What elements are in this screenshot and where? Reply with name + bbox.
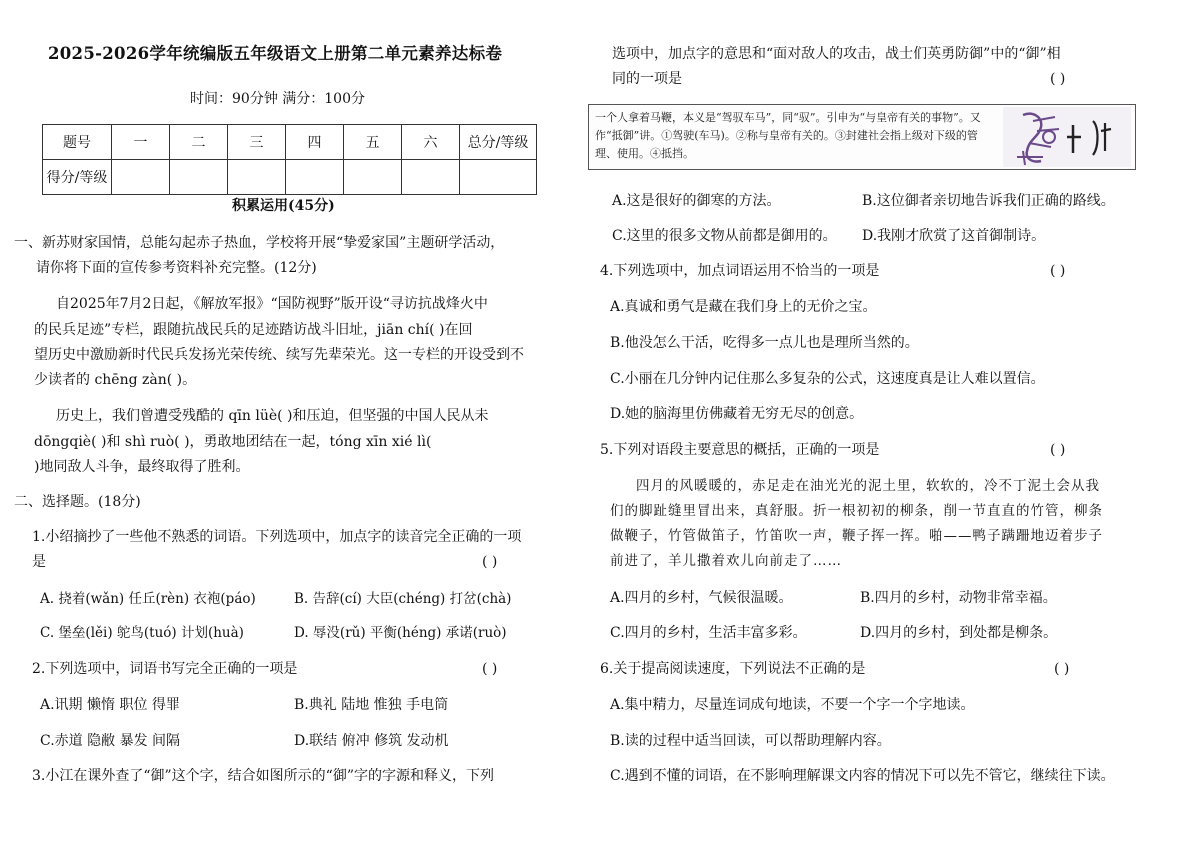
q2-s3-option-d[interactable]: D.我刚才欣赏了这首御制诗。 [862,228,1046,244]
q2-s4-option-d[interactable]: D.她的脑海里仿佛藏着无穷无尽的创意。 [610,406,864,422]
q2-s1-option-b[interactable]: B. 告辞(cí) 大臣(chéng) 打岔(chà) [294,591,512,607]
score-header-cell: 二 [170,125,228,160]
score-table [42,124,537,195]
q2-s5-title: 5.下列对语段主要意思的概括，正确的一项是 [600,442,880,458]
q2-s6-option-b[interactable]: B.读的过程中适当回读，可以帮助理解内容。 [610,733,891,749]
q2-s2-option-c[interactable]: C.赤道 隐敝 暴发 间隔 [40,733,181,749]
page-title: 2025-2026学年统编版五年级语文上册第二单元素养达标卷 [48,44,503,63]
q1-para1-line2: 的民兵足迹”专栏，跟随抗战民兵的足迹踏访战斗旧址，jiān chí( )在回 [34,322,473,338]
q2-s6-answer-paren[interactable]: ( ) [1054,661,1070,677]
q2-s1-answer-paren[interactable]: ( ) [482,554,498,570]
score-input-cell[interactable] [228,160,286,195]
score-header-cell: 五 [344,125,402,160]
q1-para2-line2: dōngqiè( )和 shì ruò( )，勇敢地团结在一起，tóng xīn xié lì( [34,434,432,450]
q2-s5-passage-line3: 做鞭子，竹管做笛子，竹笛吹一声，鞭子挥一挥。啪——鸭子蹒跚地迈着步子 [610,528,1103,544]
q1-para1-line3: 望历史中激励新时代民兵发扬光荣传统、续写先辈荣光。这一专栏的开设受到不 [34,347,524,363]
character-source-text: 一个人拿着马鞭，本义是“驾驭车马”，同“驭”。引申为“与皇帝有关的事物”。又作“抵御”讲。①驾驶(车马)。②称与皇帝有关的。③封建社会指上级对下级的管理、使用。④抵挡。 [595,111,981,160]
q2-s6-title: 6.关于提高阅读速度，下列说法不正确的是 [600,661,866,677]
q2-s4-answer-paren[interactable]: ( ) [1050,263,1066,279]
score-input-cell[interactable] [460,160,537,195]
score-input-cell[interactable] [112,160,170,195]
q2-s3-answer-paren[interactable]: ( ) [1050,71,1066,87]
q2-s1-option-c[interactable]: C. 堡垒(lěi) 鸵鸟(tuó) 计划(huà) [40,625,244,641]
q2-s2-answer-paren[interactable]: ( ) [482,661,498,677]
score-input-cell[interactable] [286,160,344,195]
q2-s6-option-c[interactable]: C.遇到不懂的词语，在不影响理解课文内容的情况下可以先不管它，继续往下读。 [610,768,1115,784]
score-header-cell: 题号 [43,125,112,160]
q2-s5-option-b[interactable]: B.四月的乡村，动物非常幸福。 [860,590,1057,606]
q2-s2-option-a[interactable]: A.讯期 懒惰 职位 得罪 [40,697,180,713]
q1-para1-line1: 自2025年7月2日起，《解放军报》“国防视野”版开设“寻访抗战烽火中 [56,296,488,312]
q1-title-line2: 请你将下面的宣传参考资料补充完整。(12分) [36,260,317,276]
score-input-cell[interactable] [344,160,402,195]
q2-s5-answer-paren[interactable]: ( ) [1050,442,1066,458]
q2-s5-passage-line2: 们的脚趾缝里冒出来，真舒服。折一根初初的柳条，削一节直直的竹管，柳条 [610,503,1103,519]
q2-s4-option-c[interactable]: C.小丽在几分钟内记住那么多复杂的公式，这速度真是让人难以置信。 [610,371,1045,387]
score-header-cell: 四 [286,125,344,160]
score-header-cell: 六 [402,125,460,160]
q2-s5-option-a[interactable]: A.四月的乡村，气候很温暖。 [610,590,793,606]
q2-s1-option-a[interactable]: A. 挠着(wǎn) 任丘(rèn) 衣袍(páo) [40,591,256,607]
q2-s4-option-a[interactable]: A.真诚和勇气是藏在我们身上的无价之宝。 [610,299,877,315]
q1-para1-line4: 少读者的 chēng zàn( )。 [34,372,197,388]
ancient-character-illustration [1003,107,1131,167]
q2-s5-passage-line1: 四月的风暖暖的，赤足走在油光光的泥土里，软软的，冷不丁泥土会从我 [636,478,1100,494]
score-table-score-row [43,160,537,195]
score-input-cell[interactable] [170,160,228,195]
q2-s5-passage-line4: 前进了，羊儿撒着欢儿向前走了…… [610,553,842,569]
q2-s4-option-b[interactable]: B.他没怎么干活，吃得多一点儿也是理所当然的。 [610,335,919,351]
score-input-cell[interactable] [402,160,460,195]
q1-para2-line3: )地同敌人斗争，最终取得了胜利。 [34,459,250,475]
character-source-panel [588,104,1136,170]
score-header-cell: 总分/等级 [460,125,537,160]
q2-s1-line2: 是 [32,554,46,570]
score-row-label: 得分/等级 [43,160,112,195]
q2-s3-line1: 3.小江在课外查了“御”这个字，结合如图所示的“御”字的字源和释义，下列 [32,768,494,784]
score-table-header-row [43,125,537,160]
q2-s5-option-c[interactable]: C.四月的乡村，生活丰富多彩。 [610,625,807,641]
q2-s3-option-c[interactable]: C.这里的很多文物从前都是御用的。 [612,228,837,244]
section-title: 积累运用(45分) [232,198,335,214]
score-header-cell: 一 [112,125,170,160]
q1-para2-line1: 历史上，我们曾遭受残酷的 qīn lüè( )和压迫，但坚强的中国人民从未 [56,408,489,424]
q2-s3-option-a[interactable]: A.这是很好的御寒的方法。 [612,193,781,209]
q2-s2-option-d[interactable]: D.联结 俯冲 修筑 发动机 [294,733,449,749]
q2-s2-title: 2.下列选项中，词语书写完全正确的一项是 [32,661,298,677]
q2-s4-title: 4.下列选项中，加点词语运用不恰当的一项是 [600,263,880,279]
q2-s6-option-a[interactable]: A.集中精力，尽量连词成句地读，不要一个字一个字地读。 [610,697,975,713]
q2-s1-line1: 1.小绍摘抄了一些他不熟悉的词语。下列选项中，加点字的读音完全正确的一项 [32,529,522,545]
q2-s2-option-b[interactable]: B.典礼 陆地 惟独 手电筒 [294,697,449,713]
q2-s3-option-b[interactable]: B.这位御者亲切地告诉我们正确的路线。 [862,193,1115,209]
q2-s5-option-d[interactable]: D.四月的乡村，到处都是柳条。 [860,625,1058,641]
q2-s1-option-d[interactable]: D. 辱没(rǔ) 平衡(héng) 承诺(ruò) [294,625,507,641]
q2-title: 二、选择题。(18分) [14,494,141,510]
score-header-cell: 三 [228,125,286,160]
q2-s3-line3: 同的一项是 [612,71,682,87]
q1-title-line1: 一、新苏财家国情，总能勾起赤子热血，学校将开展“挚爱家国”主题研学活动， [14,235,505,251]
q2-s3-line2: 选项中，加点字的意思和“面对敌人的攻击，战士们英勇防御”中的“御”相 [612,46,1061,62]
time-score-line: 时间：90分钟 满分：100分 [190,91,365,107]
